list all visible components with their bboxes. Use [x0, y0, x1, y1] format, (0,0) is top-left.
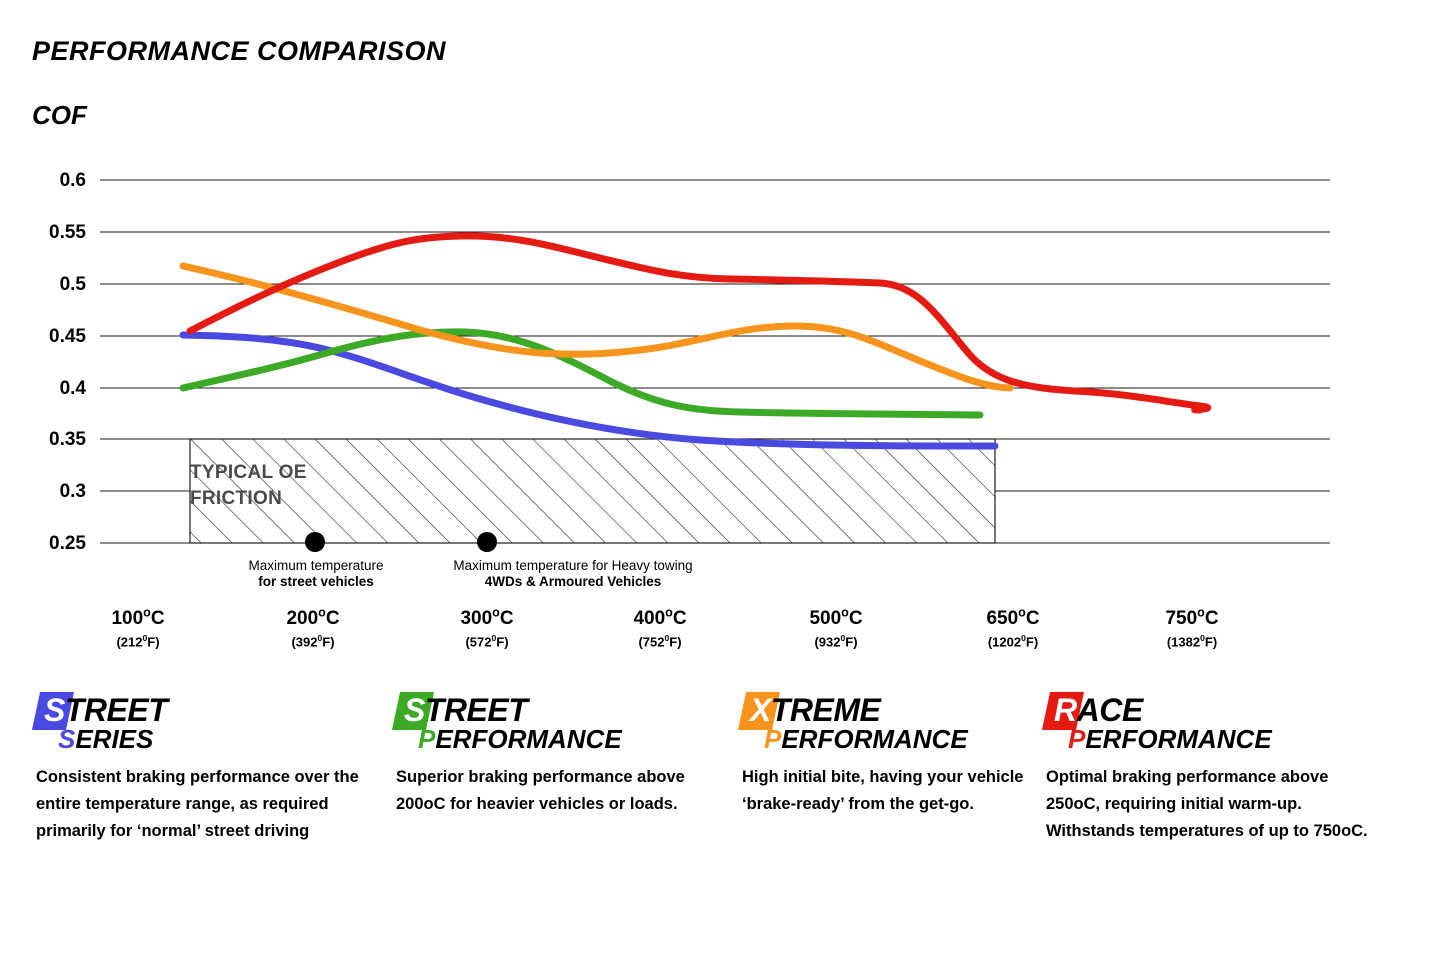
x-tick-100c-sub: $(212^0F)$: [116, 633, 160, 650]
x-tick-500c-main: 500$^o$C: [809, 606, 863, 630]
y-tick-label: 0.55: [49, 222, 86, 243]
street-series-word1: STREET: [44, 692, 168, 728]
street-performance-logo: [396, 686, 726, 758]
x-tick-100c: [68, 606, 208, 650]
y-tick-label: 0.4: [59, 378, 86, 399]
x-tick-750c-sub: (1382$^0$F): [1166, 633, 1218, 650]
y-axis-title: COF: [32, 100, 87, 130]
street-series-logo: [36, 686, 366, 758]
annotation-street-vehicles-line1: Maximum temperature: [248, 558, 384, 573]
x-tick-500c: [766, 606, 906, 650]
xtreme-performance-word2: PERFORMANCE: [764, 724, 968, 754]
race-performance-logo: [1046, 686, 1376, 758]
xtreme-performance-word1: XTREME: [750, 692, 881, 728]
annotation-heavy-towing-line1: Maximum temperature for Heavy towing: [453, 558, 693, 573]
x-tick-750c-main: 750$^o$C: [1165, 606, 1219, 630]
x-tick-750c: [1122, 606, 1262, 650]
street-performance-word2: PERFORMANCE: [418, 724, 622, 754]
product-street-series[interactable]: [36, 686, 366, 845]
xtreme-performance-description: High initial bite, having your vehicle ‘brake-ready’ from the get-go.: [742, 768, 1024, 813]
x-tick-100c-main: 100$^o$C: [111, 606, 165, 630]
x-tick-650c-main: 650$^o$C: [986, 606, 1040, 630]
typical-oe-friction-line2: FRICTION: [190, 488, 283, 509]
annotation-marker-300c: [477, 532, 497, 552]
y-tick-label: 0.6: [59, 170, 86, 191]
y-tick-label: 0.25: [49, 533, 86, 554]
x-tick-200c-main: 200$^o$C: [286, 606, 340, 630]
page-title: PERFORMANCE COMPARISON: [32, 36, 447, 66]
race-performance-description: Optimal braking performance above 250oC, requiring initial warm-up. Withstands temperatures of up to 750oC.: [1046, 768, 1368, 840]
street-performance-word1: STREET: [404, 692, 528, 728]
street-series-description: Consistent braking performance over the entire temperature range, as required primarily for ‘normal’ street driving: [36, 768, 359, 840]
street-series-word2: SERIES: [58, 724, 154, 754]
typical-oe-friction-line1: TYPICAL OE: [190, 462, 307, 483]
y-tick-label: 0.35: [49, 429, 86, 450]
y-tick-label: 0.3: [59, 481, 86, 502]
x-tick-650c-sub: (1202$^0$F): [987, 633, 1039, 650]
x-tick-400c-sub: $(752^0F)$: [638, 633, 682, 650]
race-performance-word1: RACE: [1054, 692, 1143, 728]
x-tick-300c: [417, 606, 557, 650]
annotation-street-vehicles: [226, 558, 406, 590]
typical-oe-friction-label: [190, 460, 307, 512]
y-tick-label: 0.45: [49, 326, 86, 347]
xtreme-performance-logo: [742, 686, 1042, 758]
typical-oe-band: [190, 439, 995, 543]
product-street-performance[interactable]: [396, 686, 726, 818]
y-tick-label: 0.5: [59, 274, 86, 295]
annotation-heavy-towing-line2: 4WDs & Armoured Vehicles: [484, 574, 662, 589]
x-tick-400c-main: 400$^o$C: [633, 606, 687, 630]
x-tick-200c-sub: $(392^0F)$: [291, 633, 335, 650]
x-tick-400c: [590, 606, 730, 650]
x-tick-300c-main: 300$^o$C: [460, 606, 514, 630]
x-tick-500c-sub: $(932^0F)$: [814, 633, 858, 650]
race-performance-word2: PERFORMANCE: [1068, 724, 1272, 754]
annotation-heavy-towing: [418, 558, 728, 590]
annotation-street-vehicles-line2: for street vehicles: [258, 574, 374, 589]
x-tick-650c: [943, 606, 1083, 650]
product-race-performance[interactable]: [1046, 686, 1376, 845]
x-tick-300c-sub: $(572^0F)$: [465, 633, 509, 650]
product-xtreme-performance[interactable]: [742, 686, 1042, 818]
series-line-race-performance: [190, 236, 1208, 410]
annotation-marker-200c: [305, 532, 325, 552]
street-performance-description: Superior braking performance above 200oC for heavier vehicles or loads.: [396, 768, 685, 813]
x-tick-200c: [243, 606, 383, 650]
